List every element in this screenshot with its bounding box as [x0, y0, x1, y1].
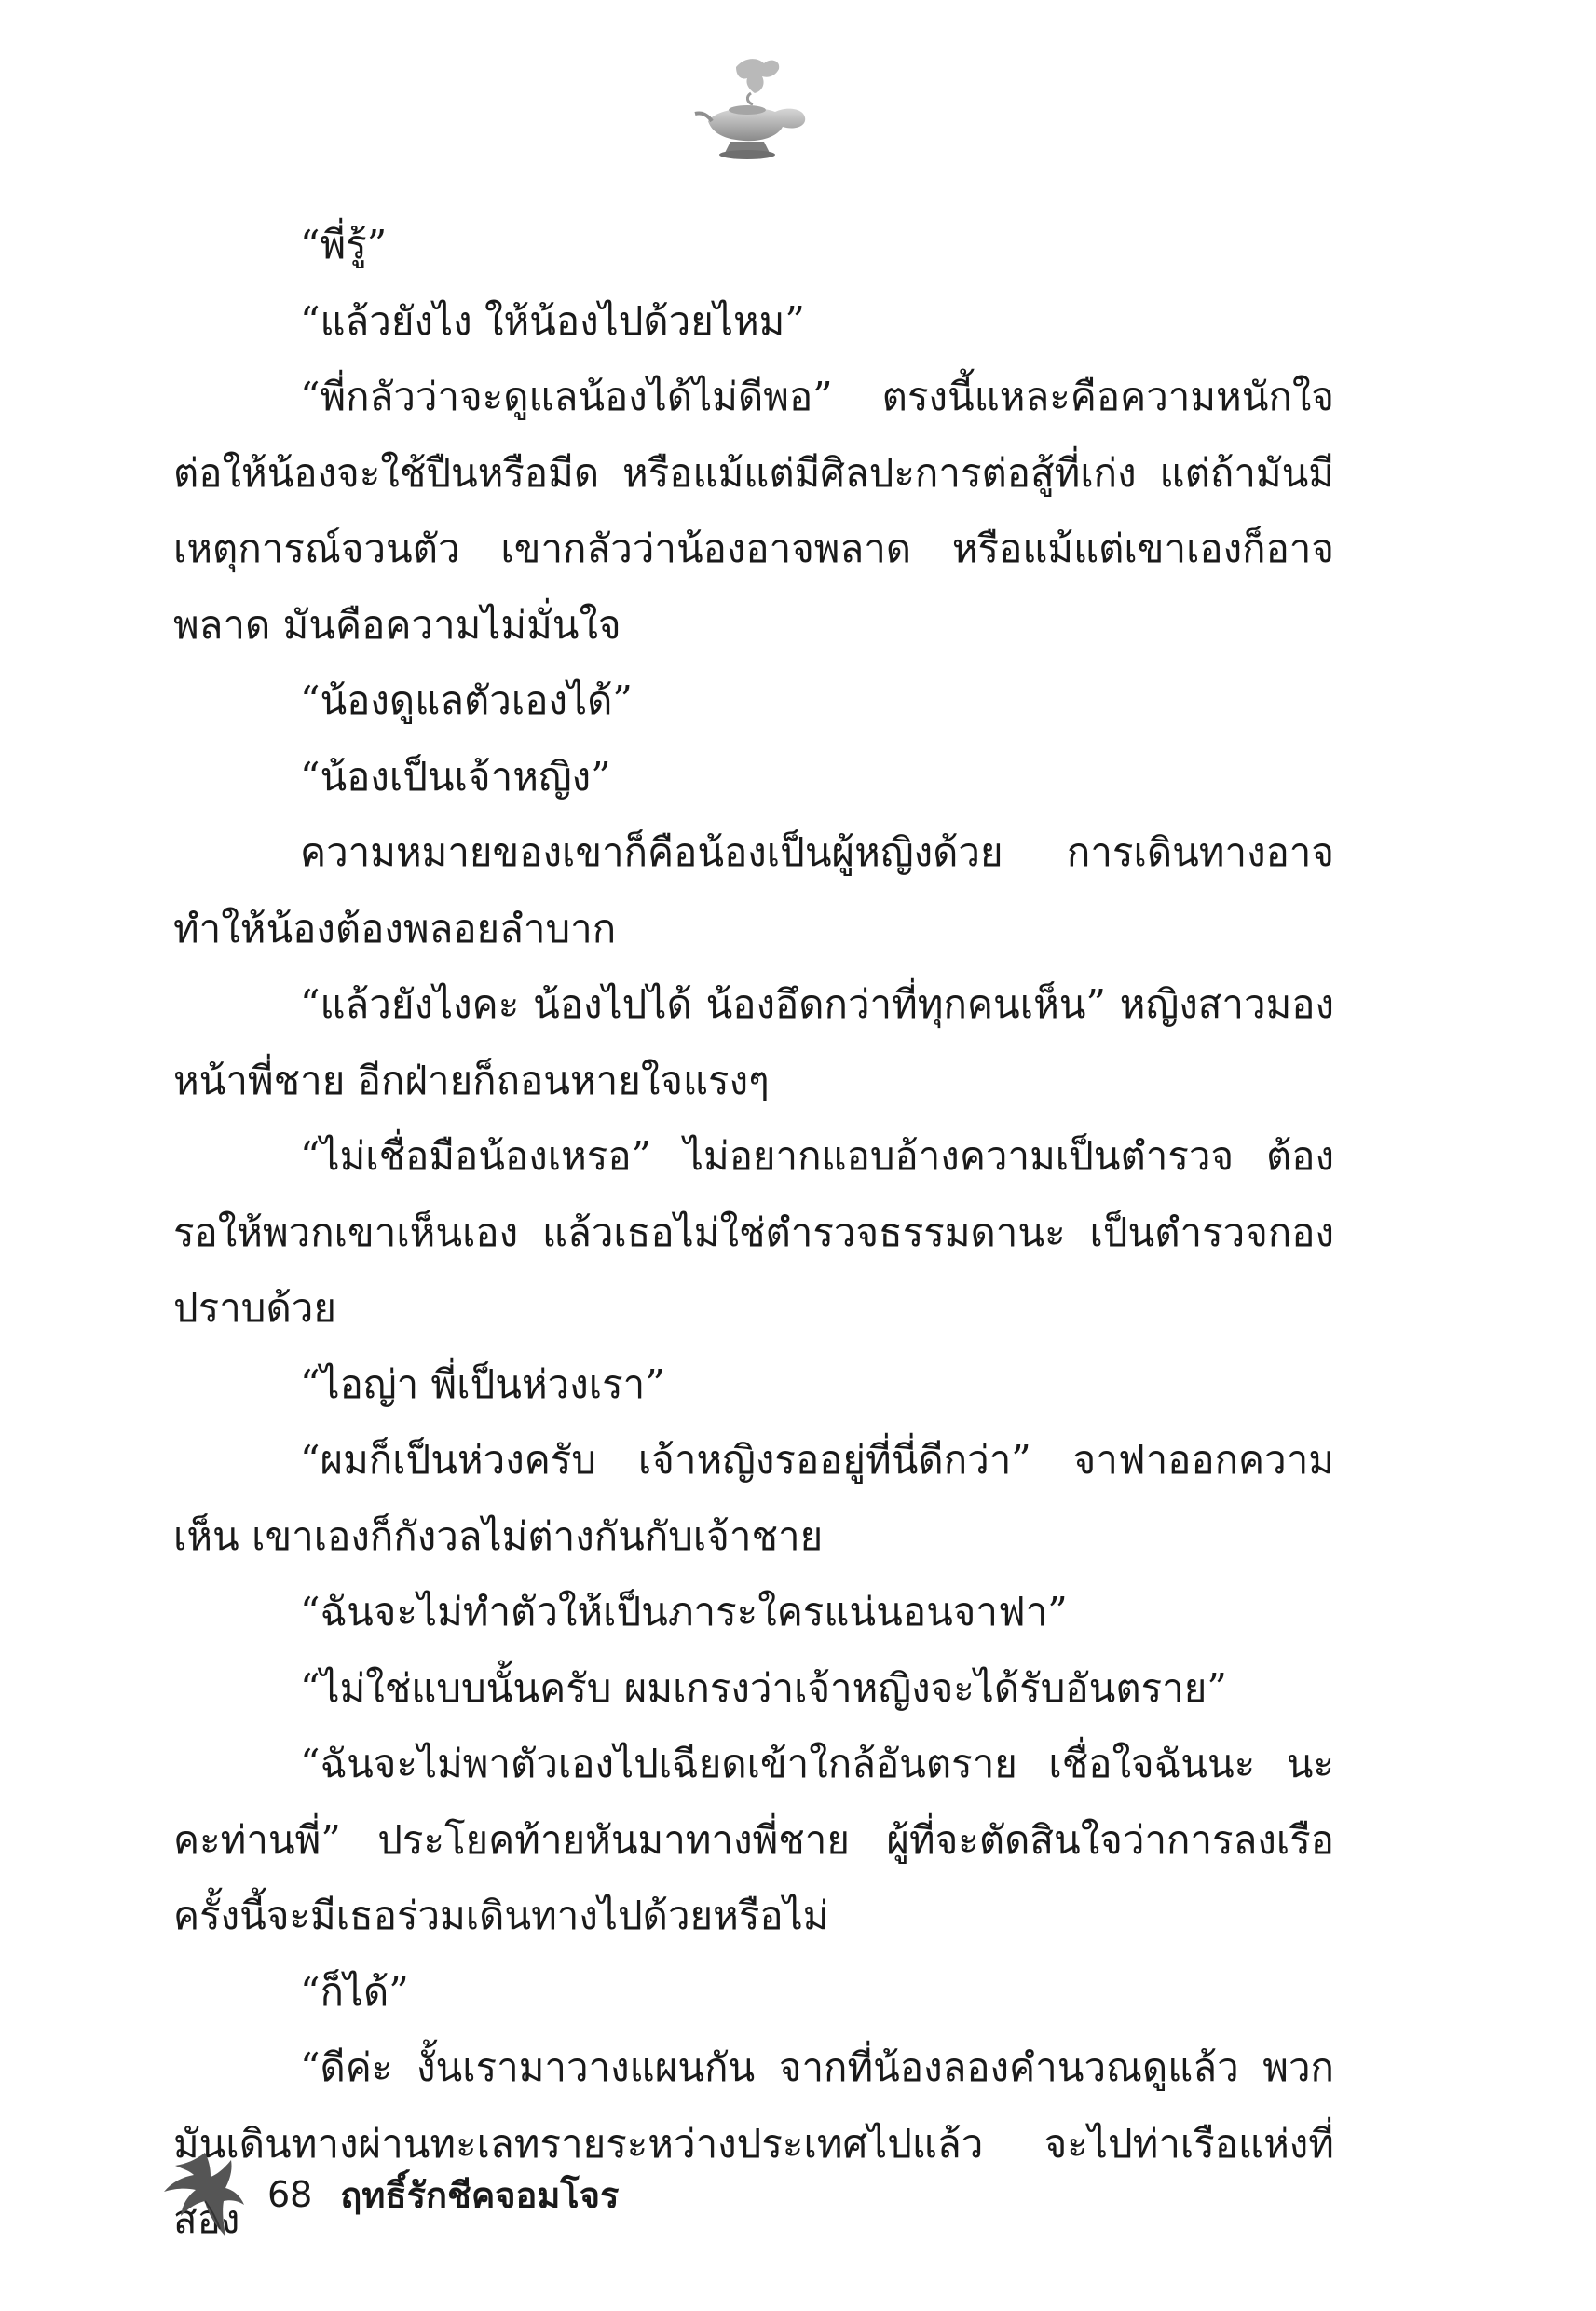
paragraph: “ไอญ่า พี่เป็นห่วงเรา”: [300, 1361, 665, 1407]
paragraph: “ก็ได้”: [300, 1968, 409, 2015]
paragraph: “แล้วยังไง ให้น้องไปด้วยไหม”: [300, 297, 805, 344]
page-number: 68: [267, 2174, 313, 2215]
paragraph: “ผมก็เป็นห่วงครับ เจ้าหญิงรออยู่ที่นี่ดีกว่า” จาฟาออกความเห็น เขาเองก็กังวลไม่ต่างกันกับเจ้าชาย: [173, 1437, 1334, 1559]
paragraph: ความหมายของเขาก็คือน้องเป็นผู้หญิงด้วย การเดินทางอาจทำให้น้องต้องพลอยลำบาก: [173, 829, 1334, 951]
eagle-icon: [158, 2143, 247, 2246]
paragraph: “พี่รู้”: [300, 222, 388, 267]
paragraph: “พี่กลัวว่าจะดูแลน้องได้ไม่ดีพอ” ตรงนี้แหละคือความหนักใจ ต่อให้น้องจะใช้ปืนหรือมีด หรือแม้แต่มีศิลปะการต่อสู้ที่เก่ง แต่ถ้ามันมีเหตุการณ์จวนตัว เขากลัวว่าน้องอาจพลาด หรือแม้แต่เขาเองก็อาจพลาด มันคือความไม่มั่นใจ: [173, 374, 1334, 648]
page-footer: [158, 2143, 811, 2246]
paragraph: “น้องเป็นเจ้าหญิง”: [300, 753, 611, 800]
paragraph: “น้องดูแลตัวเองได้”: [300, 677, 633, 723]
paragraph: “ฉันจะไม่พาตัวเองไปเฉียดเข้าใกล้อันตราย เชื่อใจฉันนะ นะคะท่านพี่” ประโยคท้ายหันมาทางพี่ชาย ผู้ที่จะตัดสินใจว่าการลงเรือครั้งนี้จะมีเธอร่วมเดินทางไปด้วยหรือไม่: [173, 1741, 1334, 1938]
paragraph: “ไม่เชื่อมือน้องเหรอ” ไม่อยากแอบอ้างความเป็นตำรวจ ต้องรอให้พวกเขาเห็นเอง แล้วเธอไม่ใช่ตำรวจธรรมดานะ เป็นตำรวจกองปราบด้วย: [173, 1133, 1334, 1331]
genie-lamp-icon: [689, 56, 811, 163]
paragraph: “แล้วยังไงคะ น้องไปได้ น้องอึดกว่าที่ทุกคนเห็น” หญิงสาวมองหน้าพี่ชาย อีกฝ่ายก็ถอนหายใจแรงๆ: [173, 981, 1334, 1103]
paragraph: “ไม่ใช่แบบนั้นครับ ผมเกรงว่าเจ้าหญิงจะได้รับอันตราย”: [300, 1664, 1227, 1711]
body-text: [173, 207, 1334, 2258]
book-title: ฤทธิ์รักชีคจอมโจร: [340, 2174, 620, 2216]
paragraph: “ดีค่ะ งั้นเรามาวางแผนกัน จากที่น้องลองคำนวณดูแล้ว พวกมันเดินทางผ่านทะเลทรายระหว่างประเทศไปแล้ว จะไปท่าเรือแห่งที่สอง: [173, 2044, 1334, 2242]
paragraph: “ฉันจะไม่ทำตัวให้เป็นภาระใครแน่นอนจาฟา”: [300, 1589, 1068, 1634]
